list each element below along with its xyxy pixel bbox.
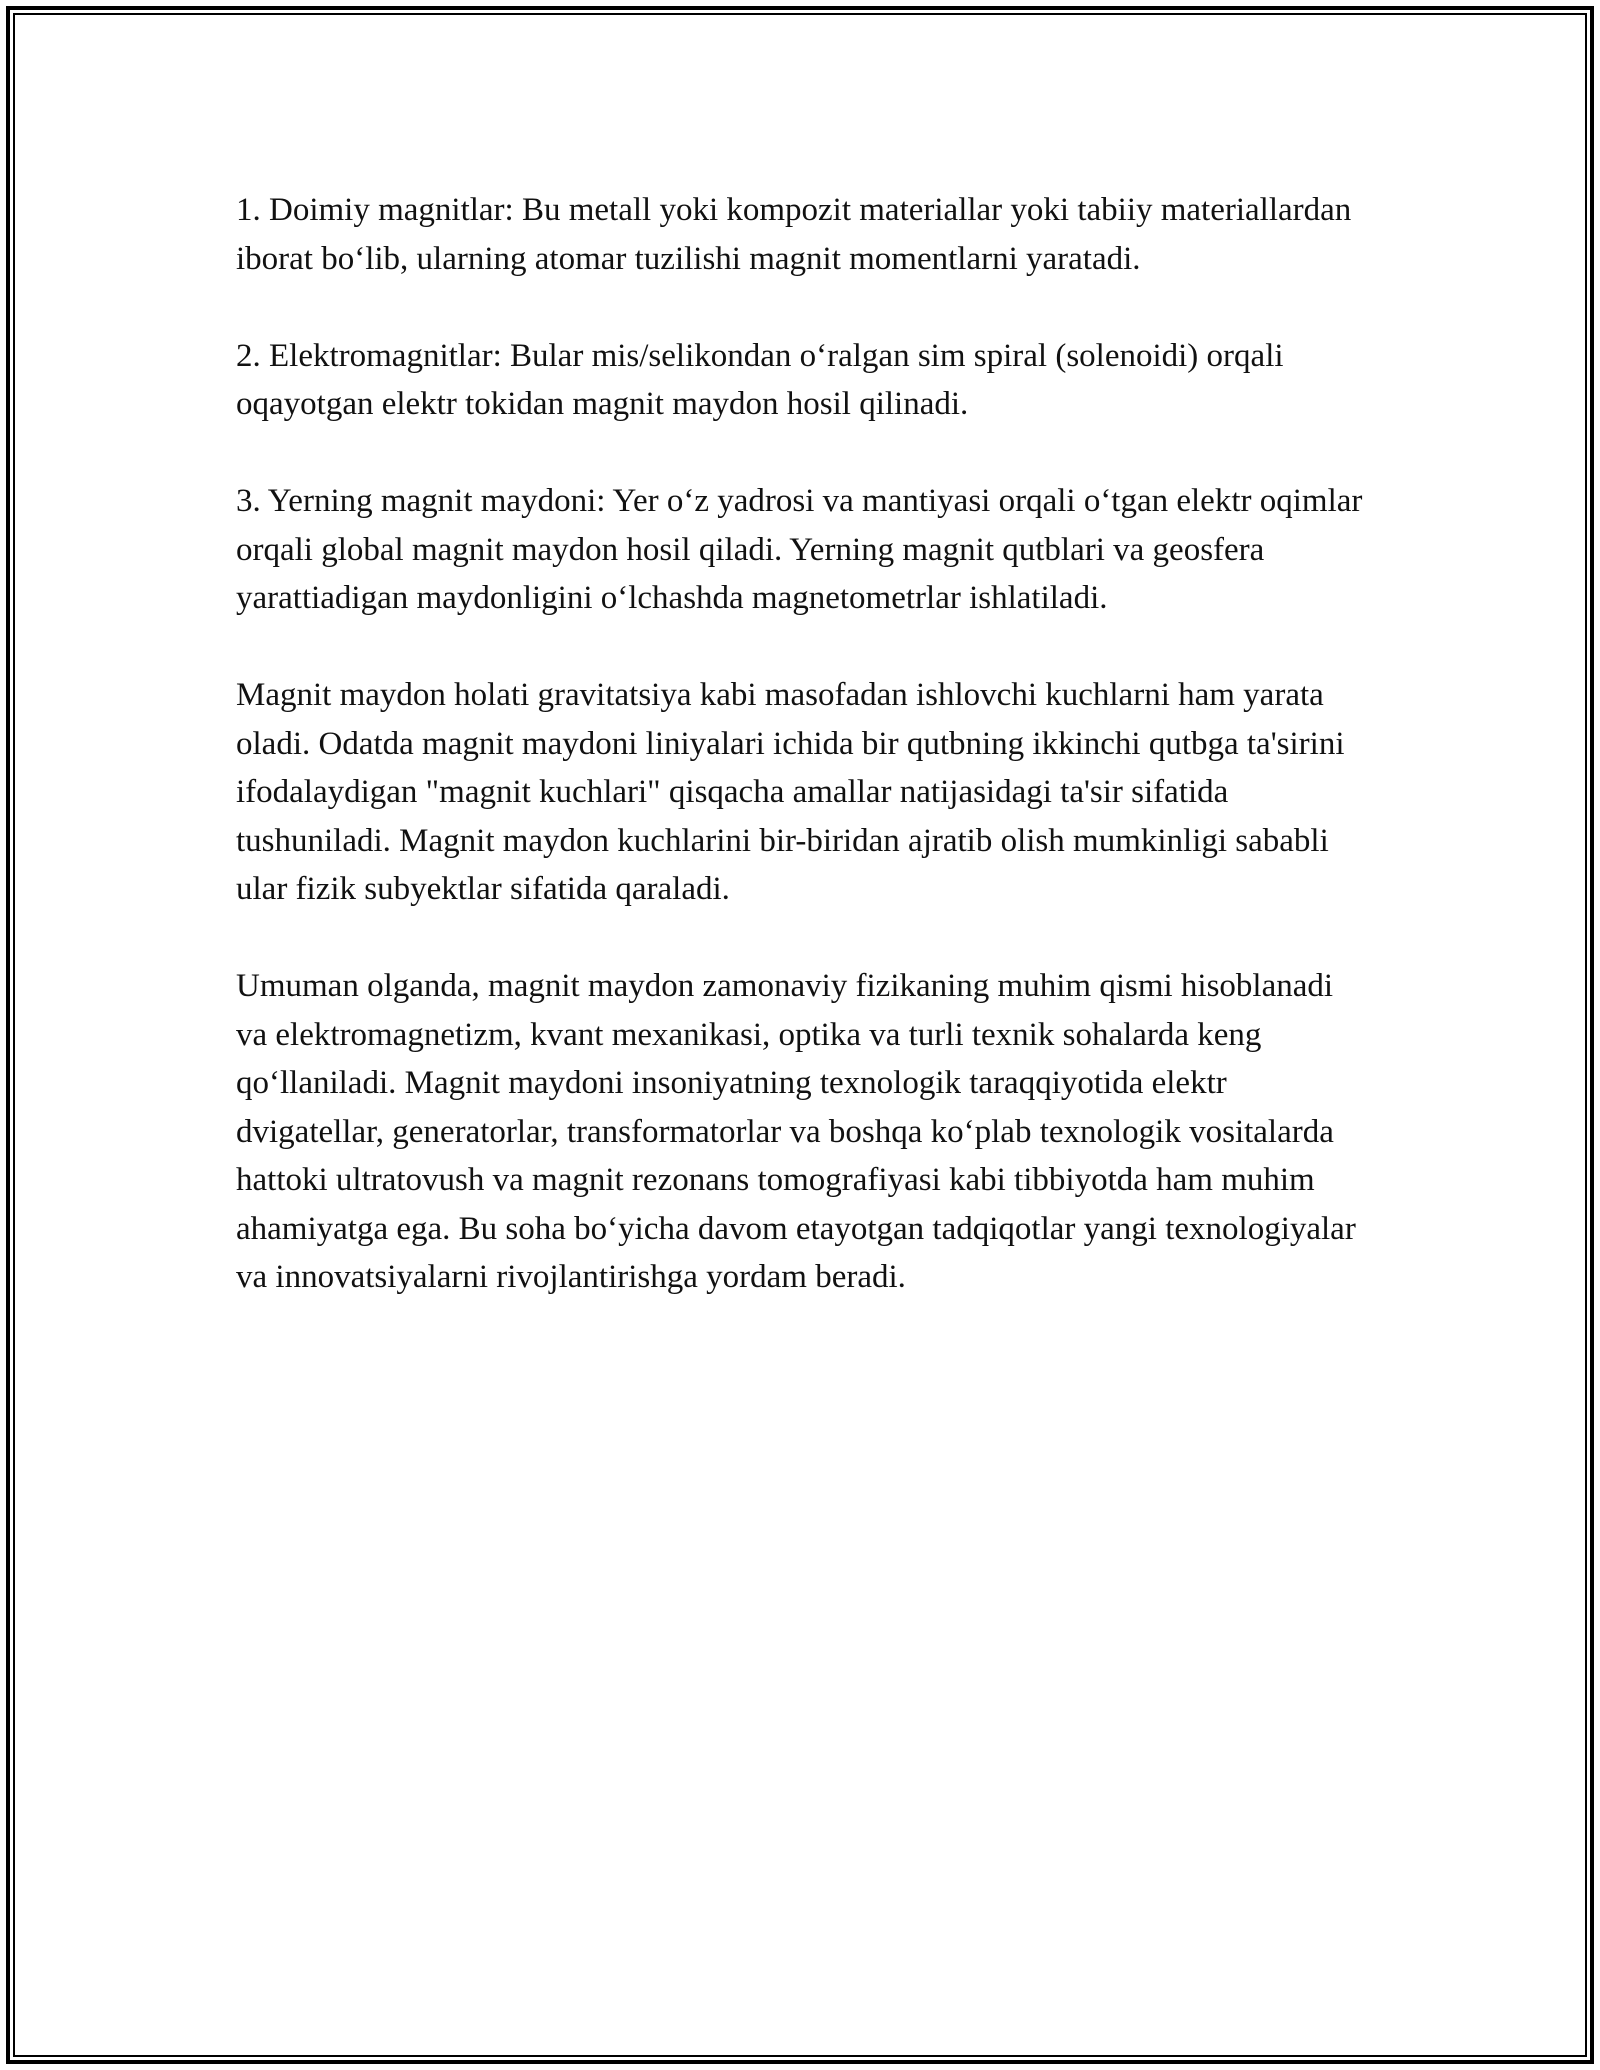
document-body [236, 186, 1366, 1302]
paragraph-conclusion: Umuman olganda, magnit maydon zamonaviy fizikaning muhim qismi hisoblanadi va elektromagnetizm, kvant mexanikasi, optika va turli texnik sohalarda keng qo‘llaniladi. Magnit maydoni insoniyatning texnologik taraqqiyotida elektr dvigatellar, generatorlar, transformatorlar va boshqa ko‘plab texnologik vositalarda hattoki ultratovush va magnit rezonans tomografiyasi kabi tibbiyotda ham muhim ahamiyatga ega. Bu soha bo‘yicha davom etayotgan tadqiqotlar yangi texnologiyalar va innovatsiyalarni rivojlantirishga yordam beradi. [236, 968, 1356, 1295]
paragraph-magnetic-forces: Magnit maydon holati gravitatsiya kabi masofadan ishlovchi kuchlarni ham yarata oladi. Odatda magnit maydoni liniyalari ichida bir qutbning ikkinchi qutbga ta'sirini ifodalaydigan "magnit kuchlari" qisqacha amallar natijasidagi ta'sir sifatida tushuniladi. Magnit maydon kuchlarini bir-biridan ajratib olish mumkinligi sababli ular fizik subyektlar sifatida qaraladi. [236, 677, 1345, 907]
paragraph-permanent-magnets: 1. Doimiy magnitlar: Bu metall yoki kompozit materiallar yoki tabiiy materiallardan iborat bo‘lib, ularning atomar tuzilishi magnit momentlarni yaratadi. [236, 192, 1352, 277]
paragraph-electromagnets: 2. Elektromagnitlar: Bular mis/selikondan o‘ralgan sim spiral (solenoidi) orqali oqayotgan elektr tokidan magnit maydon hosil qilinadi. [236, 337, 1284, 422]
paragraph-earth-magnetic-field: 3. Yerning magnit maydoni: Yer o‘z yadrosi va mantiyasi orqali o‘tgan elektr oqimlar orqali global magnit maydon hosil qiladi. Yerning magnit qutblari va geosfera yarattiadigan maydonligini o‘lchashda magnetometrlar ishlatiladi. [236, 483, 1363, 616]
